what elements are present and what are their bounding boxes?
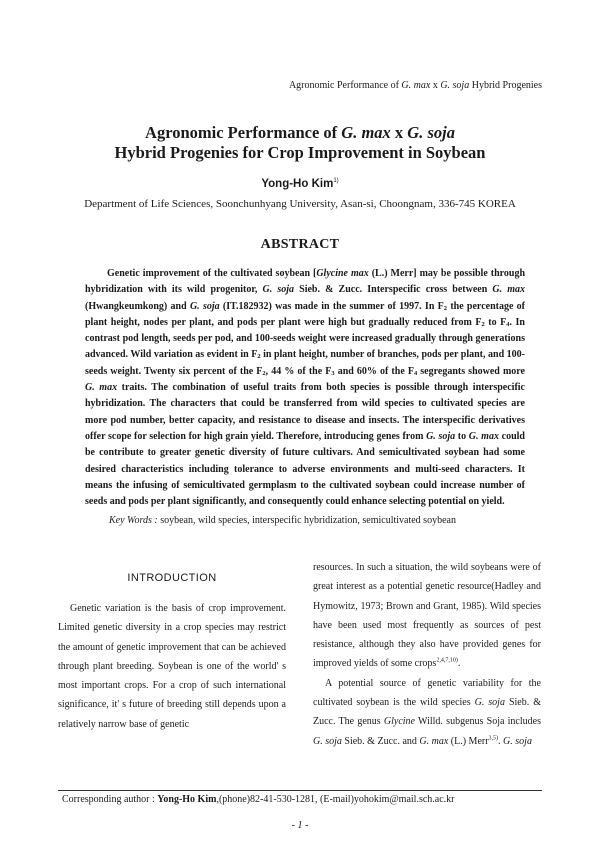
abstract-text: (L.) Merr] may be possible through hybridization with its wild progenitor,: [85, 268, 526, 296]
abstract-species: G. soja: [189, 300, 220, 312]
citation-superscript: 3,5): [488, 735, 499, 742]
intro-text: .: [498, 735, 504, 747]
running-head-species: G. max: [401, 80, 431, 91]
abstract-paragraph: [85, 266, 525, 510]
intro-species: Glycine: [383, 716, 415, 728]
intro-paragraph-2: [313, 674, 541, 751]
abstract-text: (IT.182932) was made in the summer of 1997. In F: [219, 300, 444, 312]
intro-text: .: [457, 658, 461, 670]
abstract-text: Genetic improvement of the cultivated soybean [: [107, 268, 317, 279]
abstract-text: Sieb. & Zucc. Interspecific cross between: [294, 284, 493, 296]
intro-text: Sieb. & Zucc. The genus: [313, 697, 541, 728]
abstract-heading: ABSTRACT: [260, 237, 340, 252]
keywords: [109, 515, 529, 526]
citation-superscript: 2,4,7,10): [436, 658, 458, 665]
affiliation: Department of Life Sciences, Soonchunhyang University, Asan-si, Choongnam, 336-745 KOREA: [84, 198, 516, 210]
abstract-species: Glycine max: [316, 268, 369, 279]
paper-title: [0, 123, 600, 163]
generation-subscript: 4: [506, 320, 510, 328]
abstract-text: and 60% of the F: [334, 365, 414, 377]
footnote-divider: [58, 790, 542, 791]
intro-text: resources. In such a situation, the wild soybeans were of great interest as a potential genetic resource(Hadley and Hymowitz, 1973; Brown and Grant, 1985). Wild species have been used most frequently as sources of pest resistance, although they also have provided genes for improved yields of some crops: [313, 562, 541, 670]
abstract-text: could be contribute to greater genetic diversity of future cultivars. And semicultivated soybean had some desired characteristics including tolerance to adverse environments and multi-seed characters. It means the infusing of semicultivated germplasm to the cultivated soybean could increase number of seeds and pods per plant significantly, and consequently could enhance selecting potential on yield.: [85, 430, 525, 508]
running-head-text: Agronomic Performance of: [288, 80, 402, 91]
footnote-author-name: Yong-Ho Kim: [157, 794, 217, 805]
title-text: x: [390, 123, 408, 142]
abstract-text: . In contrast pod length, seeds per pod, and 100-seeds weight were increased gradually through generations advanced. Wild variation as evident in F: [85, 316, 525, 361]
generation-subscript: 4: [413, 369, 418, 377]
footnote-contact: ,(phone)82-41-530-1281, (E-mail)yohokim@mail.sch.ac.kr: [216, 794, 455, 805]
abstract-text: , 44 % of the F: [265, 365, 332, 377]
introduction-heading: INTRODUCTION: [127, 572, 217, 584]
running-head-species: G. soja: [440, 80, 470, 91]
keywords-text: soybean, wild species, interspecific hybridization, semicultivated soybean: [157, 515, 456, 526]
title-species: G. soja: [407, 123, 455, 142]
intro-species: G. max: [419, 735, 449, 747]
abstract-text: the percentage of plant height, nodes per plant, and pods per plant were high but gradually reduced from F: [85, 300, 526, 328]
abstract-text: to: [455, 430, 469, 442]
intro-text: Sieb. & Zucc. and: [341, 735, 420, 747]
intro-paragraph-1: Genetic variation is the basis of crop improvement. Limited genetic diversity in a crop species may restrict the amount of genetic improvement that can be achieved through plant breeding. Soybean is one of the world' s most important crops. For a crop of such international significance, it' s future of breeding still depends upon a relatively narrow base of genetic: [58, 603, 286, 730]
abstract-text: (Hwangkeumkong) and: [85, 300, 190, 312]
abstract-text: segregants showed more: [417, 365, 525, 377]
author-name: Yong-Ho Kim: [261, 178, 334, 190]
abstract-text: to F: [484, 316, 507, 328]
title-text: Agronomic Performance of: [145, 123, 342, 142]
intro-species: G. soja: [474, 697, 505, 709]
page-number: - 1 -: [291, 820, 309, 831]
generation-subscript: 3: [331, 369, 335, 377]
abstract-body: [85, 266, 525, 510]
abstract-species: G. soja: [426, 430, 456, 442]
title-species: G. max: [341, 123, 391, 142]
abstract-species: G. max: [468, 430, 499, 442]
abstract-species: G. max: [85, 382, 118, 394]
generation-subscript: 2: [257, 353, 261, 361]
running-head-text: Hybrid Progenies: [469, 80, 542, 91]
abstract-species: G. max: [492, 284, 526, 296]
intro-text: (L.) Merr: [448, 735, 489, 747]
title-line-1: [0, 123, 600, 143]
intro-text: A potential source of genetic variability for the cultivated soybean is the wild species: [313, 677, 541, 709]
abstract-text: traits. The combination of useful traits from both species is possible through interspecific hybridization. The characters that could be transferred from wild species to cultivated species are more pod number, better capacity, and resistance to disease and insects. The interspecific derivatives offer scope for selection for high grain yield. Therefore, introducing genes from: [85, 382, 525, 442]
generation-subscript: 2: [443, 304, 448, 312]
author: [0, 178, 600, 190]
intro-paragraph-1-continued: [313, 558, 541, 674]
running-head-text: x: [430, 80, 441, 91]
intro-species: G. soja: [503, 735, 532, 747]
corresponding-author-footnote: [62, 794, 454, 805]
right-column: [313, 558, 541, 751]
left-column: [58, 558, 286, 734]
running-head: [289, 80, 542, 91]
footnote-label: Corresponding author :: [62, 794, 158, 805]
author-affiliation-mark: 1): [333, 178, 339, 185]
abstract-text: in plant height, number of branches, pods per plant, and 100-seeds weight. Twenty six percent of the F: [85, 349, 526, 377]
title-line-2: Hybrid Progenies for Crop Improvement in Soybean: [114, 143, 486, 162]
keywords-label: Key Words :: [109, 515, 158, 526]
generation-subscript: 2: [262, 369, 266, 377]
intro-species: G. soja: [313, 735, 342, 747]
intro-text: Willd. subgenus Soja includes: [415, 716, 541, 728]
generation-subscript: 2: [481, 320, 485, 328]
abstract-species: G. soja: [262, 284, 295, 296]
